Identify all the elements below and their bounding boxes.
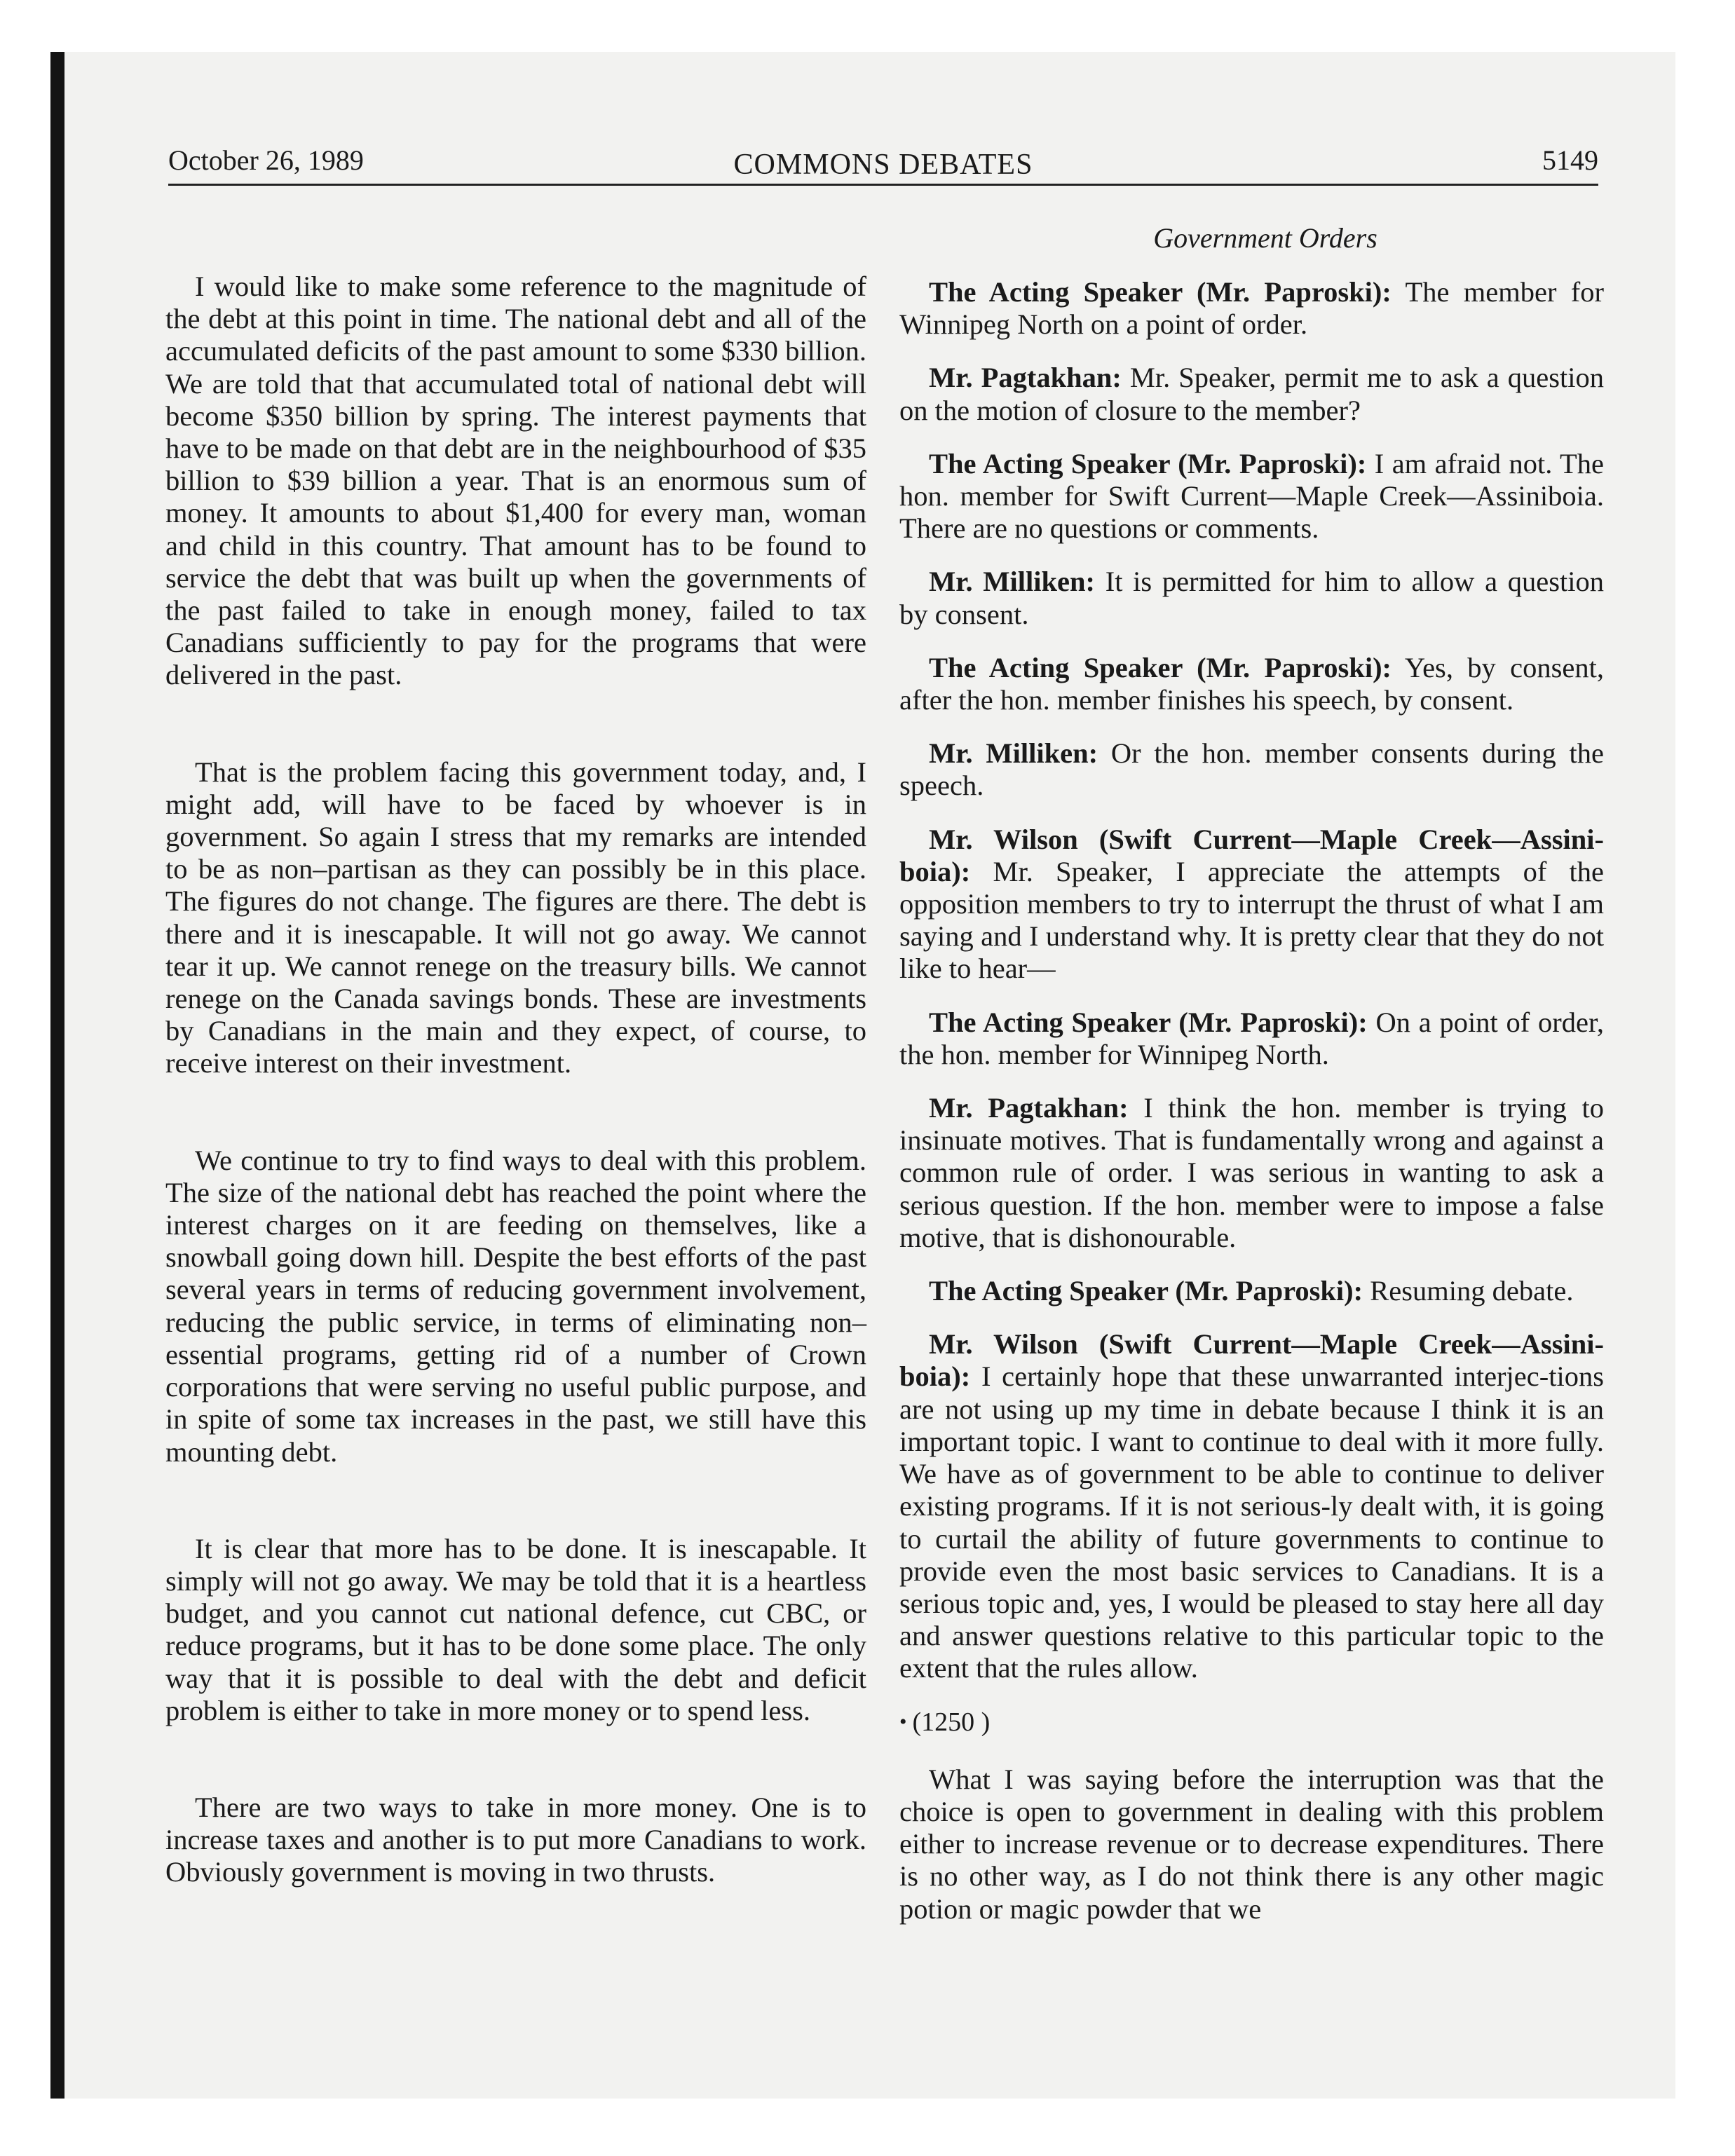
running-header xyxy=(168,144,1598,186)
scan-edge-shadow xyxy=(50,52,64,2099)
paragraph: There are two ways to take in more money. One is to increase taxes and another is to put more Canadians to work. Obviously government is moving in two thrusts. xyxy=(165,1791,866,1888)
speech-text: Mr. Speaker, permit me to ask a question on the motion of closure to the member? xyxy=(899,362,1604,426)
speech-text: On a point of order, the hon. member for Winnipeg North. xyxy=(899,1006,1604,1070)
speaker-name: The Acting Speaker (Mr. Paproski): xyxy=(929,651,1392,683)
speech-text: Resuming debate. xyxy=(1363,1275,1574,1307)
paragraph: It is clear that more has to be done. It is inescapable. It simply will not go away. We may be told that it is a heartless budget, and you cannot cut national defence, cut CBC, or reduce programs, but it has to be done some place. The only way that it is possible to deal with the debt and deficit problem is either to take in more money or to spend less. xyxy=(165,1532,866,1726)
time-marker xyxy=(899,1706,1604,1738)
speaker-name: Mr. Wilson (Swift Current—Maple Creek—Assini-boia): xyxy=(899,823,1604,887)
speech-text: Or the hon. member consents during the speech. xyxy=(899,737,1604,802)
speech-entry xyxy=(899,1007,1604,1071)
speech-entry xyxy=(899,737,1604,802)
speaker-name: Mr. Milliken: xyxy=(929,737,1098,770)
speech-text: Yes, by consent, after the hon. member finishes his speech, by consent. xyxy=(899,651,1604,716)
speech-text: I am afraid not. The hon. member for Swift Current—Maple Creek—Assiniboia. There are no questions or comments. xyxy=(899,447,1604,545)
paragraph: We continue to try to find ways to deal with this problem. The size of the national debt has reached the point where the interest charges on it are feeding on themselves, like a snowball going down hill. Despite the best efforts of the past several years in terms of reducing government involvement, reducing the public service, in terms of eliminating non–essential programs, getting rid of a number of Crown corporations that were serving no useful public purpose, and in spite of some tax increases in the past, we still have this mounting debt. xyxy=(165,1144,866,1468)
speech-entry xyxy=(899,1328,1604,1684)
speech-entry xyxy=(899,566,1604,630)
time-marker-text: (1250 ) xyxy=(912,1707,991,1737)
speech-entry xyxy=(899,362,1604,426)
speaker-name: The Acting Speaker (Mr. Paproski): xyxy=(929,276,1392,308)
speaker-name: Mr. Pagtakhan: xyxy=(929,1092,1129,1124)
speech-text: It is permitted for him to allow a question by consent. xyxy=(899,566,1604,630)
header-title: COMMONS DEBATES xyxy=(733,149,1033,181)
speaker-name: Mr. Wilson (Swift Current—Maple Creek—Assini-boia): xyxy=(899,1328,1604,1393)
paragraph: I would like to make some reference to the magnitude of the debt at this point in time. The national debt and all of the accumulated deficits of the past amount to some $330 billion. We are told that that accumulated total of national debt will become $350 billion by spring. The interest payments that have to be made on that debt are in the neighbourhood of $35 billion to $39 billion a year. That is an enormous sum of money. It amounts to about $1,400 for every man, woman and child in this country. That amount has to be found to service the debt that was built up when the governments of the past failed to take in enough money, failed to tax Canadians sufficiently to pay for the programs that were delivered in the past. xyxy=(165,271,866,691)
speech-entry xyxy=(899,1092,1604,1254)
header-rule xyxy=(168,184,1598,186)
speech-entry xyxy=(899,824,1604,985)
speech-text: I think the hon. member is trying to insinuate motives. That is fundamentally wrong and against a common rule of order. I was serious in wanting to ask a serious question. If the hon. member were to impose a false motive, that is dishonourable. xyxy=(899,1092,1604,1253)
speech-entry xyxy=(899,1275,1604,1307)
speech-text: Mr. Speaker, I appreciate the attempts of the opposition members to try to interrupt the thrust of what I am saying and I understand why. It is pretty clear that they do not like to hear— xyxy=(899,855,1604,985)
left-column xyxy=(165,271,866,1953)
speaker-name: Mr. Pagtakhan: xyxy=(929,362,1122,394)
speech-text: I certainly hope that these unwarranted interjec-tions are not using up my time in debate because I think it is an important topic. I want to continue to deal with it more fully. We have as of government to be able to continue to deliver existing programs. If it is not serious-ly dealt with, it is going to curtail the ability of future governments to continue to provide even the most basic services to Canadians. It is a serious topic and, yes, I would be pleased to stay here all day and answer questions relative to this particular topic to the extent that the rules allow. xyxy=(899,1360,1604,1684)
right-column xyxy=(899,276,1604,1946)
speaker-name: Mr. Milliken: xyxy=(929,566,1096,598)
bullet-icon: • xyxy=(899,1710,907,1733)
speaker-name: The Acting Speaker (Mr. Paproski): xyxy=(929,1006,1368,1038)
speech-entry xyxy=(899,448,1604,545)
header-date: October 26, 1989 xyxy=(168,144,364,176)
speaker-name: The Acting Speaker (Mr. Paproski): xyxy=(929,447,1367,479)
paragraph: That is the problem facing this government today, and, I might add, will have to be faced by whoever is in government. So again I stress that my remarks are intended to be as non–partisan as they can possibly be in this place. The figures do not change. The figures are there. The debt is there and it is inescapable. It will not go away. We cannot tear it up. We cannot renege on the treasury bills. We cannot renege on the Canada savings bonds. These are investments by Canadians in the main and they expect, of course, to receive interest on their investment. xyxy=(165,756,866,1079)
page-number: 5149 xyxy=(1542,144,1598,176)
paragraph: What I was saying before the interruption was that the choice is open to government in dealing with this problem either to increase revenue or to decrease expenditures. There is no other way, as I do not think there is any other magic potion or magic powder that we xyxy=(899,1763,1604,1925)
section-label: Government Orders xyxy=(1153,222,1377,254)
speaker-name: The Acting Speaker (Mr. Paproski): xyxy=(929,1275,1363,1307)
speech-entry xyxy=(899,652,1604,716)
speech-text: The member for Winnipeg North on a point of order. xyxy=(899,276,1604,341)
speech-entry xyxy=(899,276,1604,341)
